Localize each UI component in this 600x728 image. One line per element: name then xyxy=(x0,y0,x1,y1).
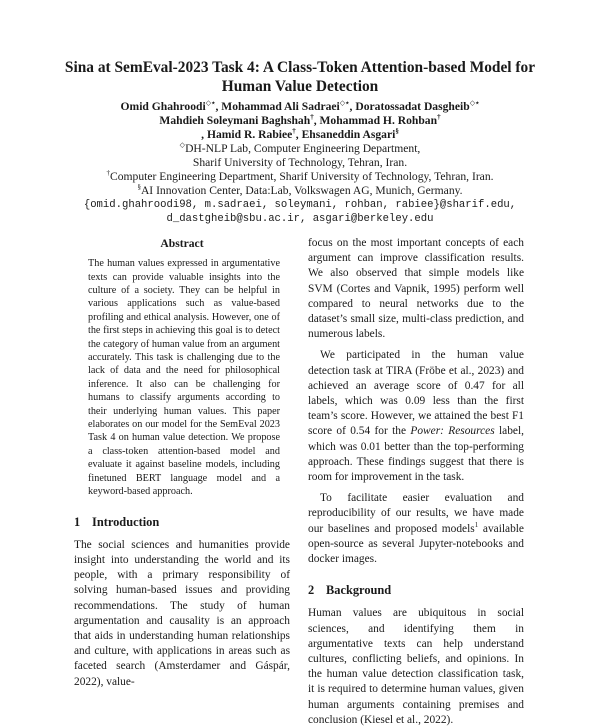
affiliation-1 xyxy=(40,142,560,156)
author-sup: ◇⋆ xyxy=(205,99,216,108)
p3-text-b: available open-source as several Jupyter-notebooks and docker images. xyxy=(308,522,524,566)
author-asgari: , Ehsaneddin Asgari xyxy=(295,128,396,141)
affiliation-2 xyxy=(40,170,560,184)
p2-italic-label: Power: Resources xyxy=(410,425,495,438)
author-sup: § xyxy=(395,127,399,136)
section-introduction-heading xyxy=(74,515,290,530)
author-mahdieh: Mahdieh Soleymani Baghshah xyxy=(159,114,311,127)
section-number: 2 xyxy=(308,583,315,598)
right-paragraph-1: focus on the most important concepts of each argument can improve classification results. We also observed that simple models like SVM (Cortes and Vapnik, 1995) perform well compared to neural networks due to the dataset’s small size, multi-class prediction, and numerous labels. xyxy=(308,237,524,341)
p2-text-b: label, which was 0.01 better than the top-performing approach. These findings suggest that there is room for improvement in the task. xyxy=(308,425,525,484)
section-title: Introduction xyxy=(92,514,160,529)
author-rohban: , Mohammad H. Rohban xyxy=(313,114,438,127)
right-column xyxy=(308,236,524,728)
author-mohammad-ali: , Mohammad Ali Sadraei xyxy=(215,100,340,113)
author-block xyxy=(40,100,560,226)
aff-sup: † xyxy=(106,169,110,178)
author-sup: ◇⋆ xyxy=(339,99,350,108)
author-line-1 xyxy=(40,100,560,114)
footnote-marker: 1 xyxy=(474,520,479,529)
right-paragraph-3 xyxy=(308,491,524,567)
aff-sup: § xyxy=(137,183,141,192)
affiliation-1a: DH-NLP Lab, Computer Engineering Department, xyxy=(185,142,421,155)
author-sup: † xyxy=(310,113,314,122)
author-rabiee: , Hamid R. Rabiee xyxy=(201,128,293,141)
abstract-text: The human values expressed in argumentative texts can provide valuable insights into the culture of a society. They can be helpful in various applications such as value-based profiling and ethical analysis. However, one of the first steps in achieving this goal is to detect the category of human value from an argument accurately. This task is challenging due to the lack of data and the need for philosophical inference. It also can be challenging for humans to classify arguments according to their underlying human values. This paper elaborates on our model for the SemEval 2023 Task 4 on human value detection. We propose a class-token attention-based model and evaluate it against baseline models, including finetuned BERT language model and a keyword-based approach. xyxy=(88,258,280,498)
email-line-2: d_dastgheib@sbu.ac.ir, asgari@berkeley.edu xyxy=(166,213,434,225)
aff-sup: ◇ xyxy=(179,141,186,150)
email-line-1: {omid.ghahroodi98, m.sadraei, soleymani, rohban, rabiee}@sharif.edu, xyxy=(83,199,517,211)
paper-title: Sina at SemEval-2023 Task 4: A Class-Token Attention-based Model for Human Value Detection xyxy=(64,59,536,95)
left-column xyxy=(74,236,290,690)
author-omid: Omid Ghahroodi xyxy=(120,100,206,113)
p2-text-a: We participated in the human value detection task at TIRA (Fröbe et al., 2023) and achieved an average score of 0.47 for all labels, which was 0.09 less than the first team’s score. However, we attained the best F1 score of 0.54 for the xyxy=(308,349,524,438)
author-sup: ◇⋆ xyxy=(469,99,480,108)
section-background-heading xyxy=(308,583,524,598)
author-sup: † xyxy=(292,127,296,136)
affiliation-3-text: AI Innovation Center, Data:Lab, Volkswagen AG, Munich, Germany. xyxy=(140,184,463,197)
author-sup: † xyxy=(437,113,441,122)
intro-paragraph: The social sciences and humanities provide insight into understanding the world and its people, with a primary responsibility of solving human-based issues and providing recommendations. The study of human argumentation and causality is an approach that aids in understanding human relationships and culture, with applications in areas such as faceted search (Amsterdamer and Gáspár, 2022), value- xyxy=(74,538,290,688)
affiliation-3 xyxy=(40,184,560,198)
section-title: Background xyxy=(326,583,392,598)
section-number: 1 xyxy=(74,514,81,529)
abstract-heading: Abstract xyxy=(160,237,204,250)
affiliation-2-text: Computer Engineering Department, Sharif University of Technology, Tehran, Iran. xyxy=(109,170,494,183)
author-line-3 xyxy=(40,128,560,142)
p3-text-a: To facilitate easier evaluation and reproducibility of our results, we have made our baselines and proposed models xyxy=(308,492,524,535)
author-line-2 xyxy=(40,114,560,128)
author-doratossadat: , Doratossadat Dasgheib xyxy=(349,100,470,113)
affiliation-1b: Sharif University of Technology, Tehran, Iran. xyxy=(192,156,408,169)
background-paragraph: Human values are ubiquitous in social sciences, and identifying them in argumentative texts can help understand cultures, conflicting beliefs, and opinions. In the human value detection classification task, it is required to determine human values, given human arguments containing premises and conclusion (Kiesel et al., 2022). xyxy=(308,607,524,726)
right-paragraph-2 xyxy=(308,348,524,485)
